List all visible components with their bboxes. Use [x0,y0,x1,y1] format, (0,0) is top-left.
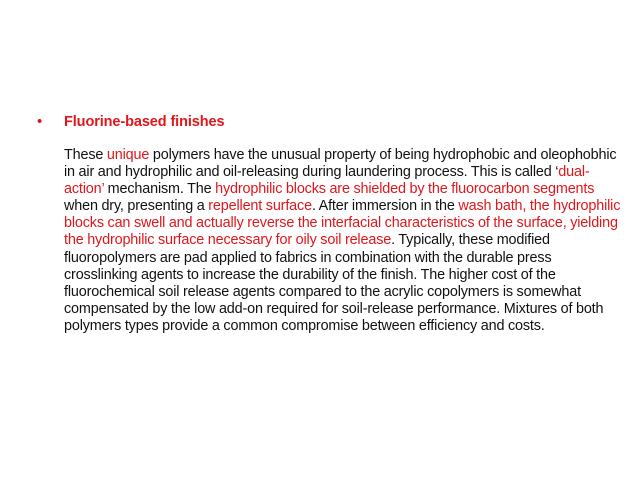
text-segment: These [64,147,107,163]
text-segment: . Typically, these modified fluoropolymers are pad applied to fabrics in combination with the durable press crosslinking agents to increase the durability of the finish. The higher cost of the fluorochemical soil release agents compared to the acrylic copolymers is somewhat compensated by the low add-on required for soil-release performance. Mixtures of both polymers types provide a common compromise between efficiency and costs. [64,232,604,334]
text-segment: polymers have the unusual property of being hydrophobic and oleophobhic in air and hydrophilic and oil-releasing during laundering process. This is called ‘ [64,147,617,181]
highlighted-text-segment: wash bath, the hydrophilic blocks can swell and actually reverse the interfacial characteristics of the surface, yielding the hydrophilic surface necessary for oily soil release [64,198,621,249]
text-segment: mechanism. The [104,181,216,198]
highlighted-text-segment: hydrophilic blocks are shielded by the fluorocarbon segments [215,181,595,198]
highlighted-text-segment: dual-action’ [64,164,590,198]
highlighted-text-segment: unique [106,147,150,163]
text-segment: . After immersion in the [311,198,459,215]
bullet-icon: • [37,113,43,130]
bullet-heading-row [37,113,607,131]
text-segment: when dry, presenting a [64,198,209,215]
highlighted-text-segment: repellent surface [208,198,312,215]
slide-heading: Fluorine-based finishes [64,114,225,130]
body-paragraph [64,147,626,335]
